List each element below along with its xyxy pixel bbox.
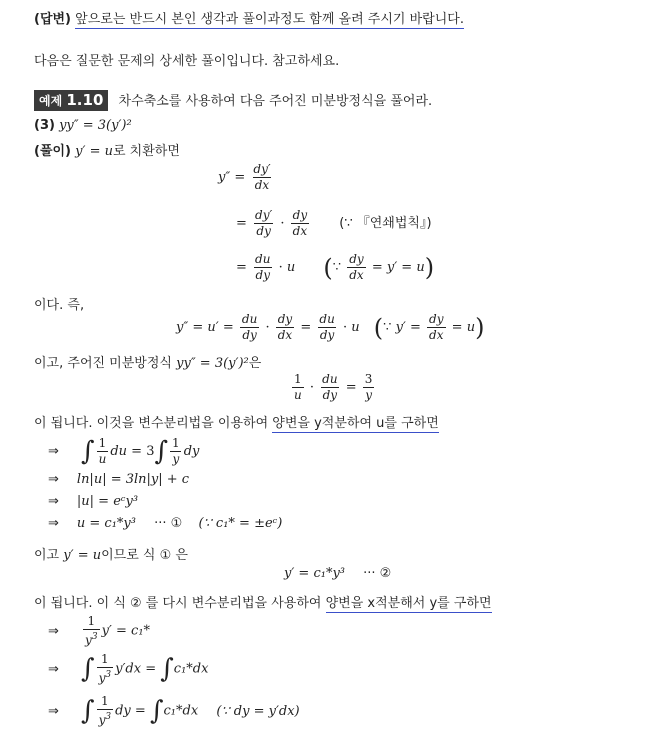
deriv-line-1: y″ = $\frac{dy'}{dx}$ [218, 162, 271, 192]
step-ln: ⇒ ln|u| = 3ln|y| + c [48, 472, 190, 487]
answer-text: 앞으로는 반드시 본인 생각과 풀이과정도 함께 올려 주시기 바랍니다. [75, 12, 464, 27]
step-y-frac: ⇒ $\frac{1}{y^3}$ y′ = c₁* [48, 614, 151, 647]
final-condition: (∵ dy = y′dx) [216, 703, 300, 719]
step-u: ⇒ u = c₁*y³ ··· ① (∵ c₁* = ±eᶜ) [48, 516, 283, 531]
eq-2: y′ = c₁*y³ ··· ② [284, 566, 392, 581]
problem-equation: yy″ = 3(y′)² [59, 118, 132, 133]
solution-line [34, 140, 180, 159]
example-header [34, 90, 432, 111]
step-y-integral: ⇒ ∫ $\frac{1}{y^3}$ y′dx = ∫c₁*dx [48, 652, 209, 685]
intro-text: 다음은 질문한 문제의 상세한 풀이입니다. 참고하세요. [34, 54, 340, 69]
step-abs: ⇒ |u| = eᶜy³ [48, 494, 139, 509]
text-become-1: 이 됩니다. 이것을 변수분리법을 이용하여 양변을 y적분하여 u를 구하면 [34, 416, 439, 431]
chain-rule-note: (∵ 『연쇄법칙』) [339, 216, 432, 231]
substitution-eq: y′ = u [75, 144, 113, 159]
substitution-text: 로 치환하면 [112, 144, 180, 159]
problem-line [34, 118, 132, 133]
problem-label: (3) [34, 118, 55, 133]
text-since: 이고 y′ = u이므로 식 ① 은 [34, 548, 188, 563]
example-title: 차수축소를 사용하여 다음 주어진 미분방정식을 풀어라. [118, 94, 433, 109]
deriv-combined: y″ = u′ = $\frac{du}{dy}$ · $\frac{dy}{dx}$ = $\frac{du}{dy}$ · u (∵ y′ = $\frac{dy}{dx}$ = u) [176, 312, 485, 342]
text-become-2: 이 됩니다. 이 식 ② 를 다시 변수분리법을 사용하여 양변을 x적분해서 y를 구하면 [34, 596, 492, 611]
deriv-line-3: = $\frac{du}{dy}$ · u (∵ $\frac{dy}{dx}$ = y′ = u) [236, 252, 435, 282]
separated-eq: $\frac{1}{u}$ · $\frac{du}{dy}$ = $\frac{3}{y}$ [294, 372, 373, 402]
answer-label: (답변) [34, 12, 71, 27]
text-igo: 이고, 주어진 미분방정식 yy″ = 3(y′)²은 [34, 356, 262, 371]
step-integral: ⇒ ∫ $\frac{1}{u}$ du = 3∫ $\frac{1}{y}$ dy [48, 436, 200, 467]
text-ida: 이다. 즉, [34, 298, 85, 313]
example-badge: 예제 1.10 [34, 90, 108, 111]
answer-line [34, 8, 464, 27]
step-y-final: ⇒ ∫ $\frac{1}{y^3}$ dy = ∫c₁*dx (∵ dy = y′dx) [48, 694, 300, 727]
solution-label: (풀이) [34, 144, 71, 159]
deriv-line-2: = $\frac{dy'}{dy}$ · $\frac{dy}{dx}$ (∵ 『연쇄법칙』) [236, 208, 432, 238]
